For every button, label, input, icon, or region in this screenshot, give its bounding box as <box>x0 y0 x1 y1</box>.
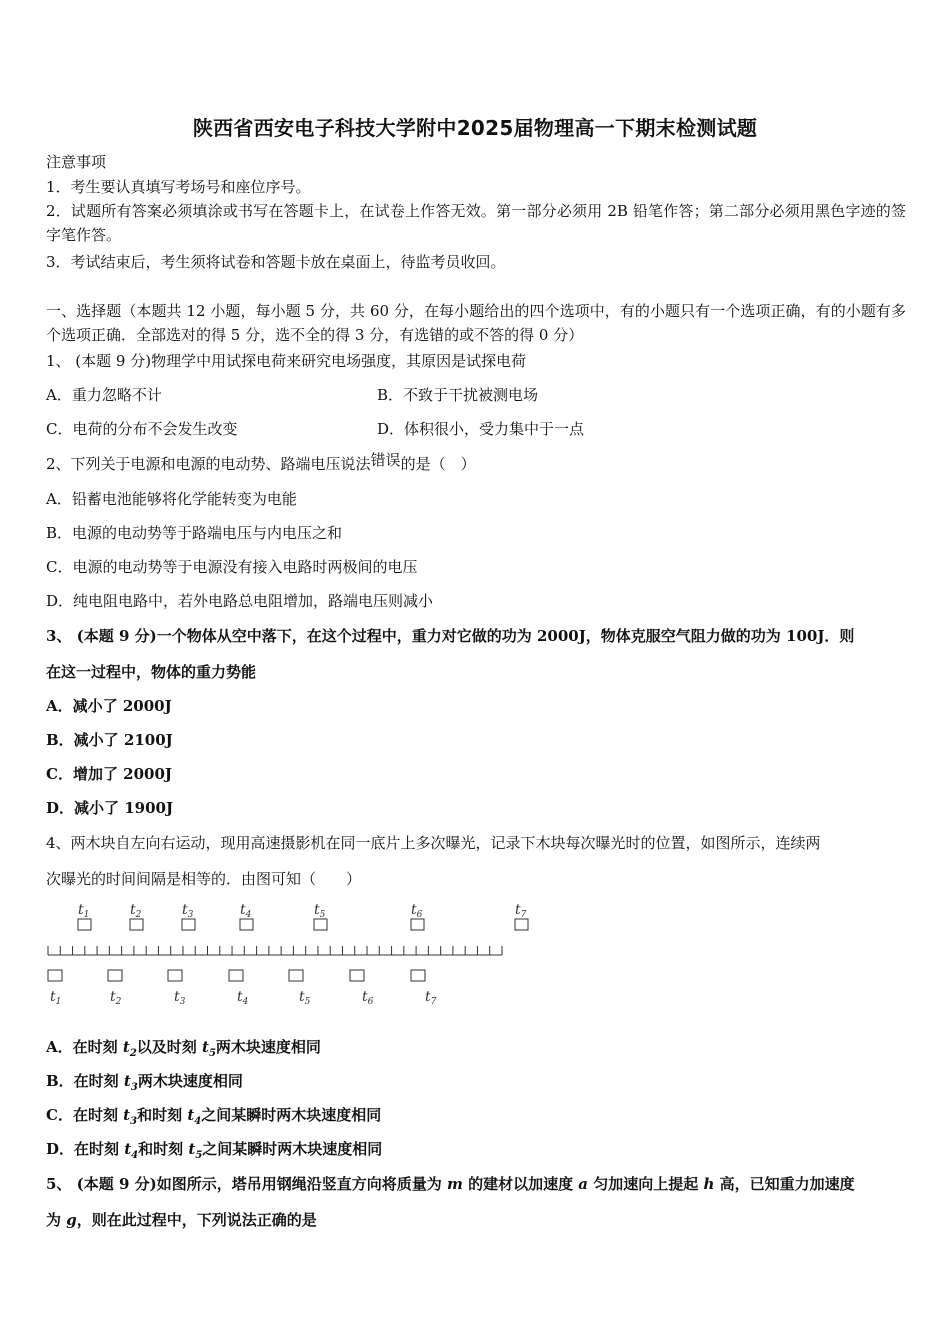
note-item-3: 3．考试结束后，考生须将试卷和答题卡放在桌面上，待监考员收回。 <box>46 253 506 271</box>
bottom-block-t1 <box>48 970 62 981</box>
bottom-label-t3: $t_3$ <box>174 989 186 1007</box>
bottom-label-t4: $t_4$ <box>237 989 249 1007</box>
question-1-option-d: D．体积很小，受力集中于一点 <box>377 420 585 438</box>
top-block-t4 <box>240 919 253 930</box>
bottom-time-labels <box>50 989 437 1007</box>
question-1-stem: 1、 (本题 9 分)物理学中用试探电荷来研究电场强度，其原因是试探电荷 <box>46 352 527 370</box>
question-2-option-b: B．电源的电动势等于路端电压与内电压之和 <box>46 524 343 542</box>
top-block-t3 <box>182 919 195 930</box>
question-3-option-a: A．减小了 2000J <box>46 697 172 715</box>
top-label-t1: $t_1$ <box>78 902 90 920</box>
question-4-stem-line2: 次曝光的时间间隔是相等的．由图可知（ ） <box>46 870 362 888</box>
note-item-1: 1．考生要认真填写考场号和座位序号。 <box>46 178 311 196</box>
question-4-option-d: D．在时刻 $t_4$和时刻 $t_5$之间某瞬时两木块速度相同 <box>46 1140 383 1161</box>
page-title: 陕西省西安电子科技大学附中2025届物理高一下期末检测试题 <box>192 116 758 140</box>
question-2-option-c: C．电源的电动势等于电源没有接入电路时两极间的电压 <box>46 558 418 576</box>
bottom-label-t2: $t_2$ <box>110 989 122 1007</box>
bottom-block-t6 <box>350 970 364 981</box>
top-time-labels <box>78 902 527 920</box>
bottom-block-t2 <box>108 970 122 981</box>
top-label-t3: $t_3$ <box>182 902 194 920</box>
emphasis-word: 错误 <box>370 451 401 469</box>
question-3-stem-line2: 在这一过程中，物体的重力势能 <box>46 663 257 681</box>
bottom-block-t3 <box>168 970 182 981</box>
top-label-t4: $t_4$ <box>240 902 252 920</box>
top-block-t5 <box>314 919 327 930</box>
bottom-block-t4 <box>229 970 243 981</box>
section-heading: 一、选择题（本题共 12 小题，每小题 5 分，共 60 分，在每小题给出的四个选项中，有的小题只有一个选项正确，有的小题有多个选项正确．全部选对的得 5 分，选不全的得 3 分，有选错的或不答的得 0 分） <box>46 302 906 344</box>
question-3-option-d: D．减小了 1900J <box>46 799 174 817</box>
ruler-scale <box>48 946 502 955</box>
question-5-stem-line1: 5、 (本题 9 分)如图所示，塔吊用钢绳沿竖直方向将质量为 m 的建材以加速度 a 匀加速向上提起 h 高，已知重力加速度 <box>46 1175 855 1193</box>
bottom-block-t5 <box>289 970 303 981</box>
question-4-stem-line1: 4、两木块自左向右运动，现用高速摄影机在同一底片上多次曝光，记录下木块每次曝光时的位置，如图所示，连续两 <box>46 834 821 852</box>
bottom-label-t7: $t_7$ <box>425 989 437 1007</box>
question-5-stem-line2: 为 g，则在此过程中，下列说法正确的是 <box>46 1211 317 1229</box>
question-1-option-b: B．不致于干扰被测电场 <box>377 386 539 404</box>
question-1-option-a: A．重力忽略不计 <box>46 386 162 404</box>
bottom-label-t5: $t_5$ <box>299 989 311 1007</box>
top-label-t7: $t_7$ <box>515 902 527 920</box>
notes-heading: 注意事项 <box>46 153 107 171</box>
question-3-option-c: C．增加了 2000J <box>46 765 173 783</box>
question-4-option-b: B．在时刻 $t_3$两木块速度相同 <box>46 1072 243 1093</box>
multi-exposure-diagram <box>44 898 527 1010</box>
top-block-t1 <box>78 919 91 930</box>
bottom-label-t6: $t_6$ <box>362 989 374 1007</box>
top-block-t6 <box>411 919 424 930</box>
question-4-option-c: C．在时刻 $t_3$和时刻 $t_4$之间某瞬时两木块速度相同 <box>46 1106 382 1127</box>
question-1-option-c: C．电荷的分布不会发生改变 <box>46 420 238 438</box>
question-4-option-a: A．在时刻 $t_2$以及时刻 $t_5$两木块速度相同 <box>46 1038 321 1059</box>
question-2-option-a: A．铅蓄电池能够将化学能转变为电能 <box>46 490 297 508</box>
top-label-t5: $t_5$ <box>314 902 326 920</box>
note-item-2: 2．试题所有答案必须填涂或书写在答题卡上，在试卷上作答无效。第一部分必须用 2B 铅笔作答；第二部分必须用黑色字迹的签字笔作答。 <box>46 202 906 244</box>
top-label-t6: $t_6$ <box>411 902 423 920</box>
bottom-label-t1: $t_1$ <box>50 989 62 1007</box>
top-label-t2: $t_2$ <box>130 902 142 920</box>
bottom-block-positions <box>48 970 425 981</box>
top-block-t7 <box>515 919 528 930</box>
question-2-stem: 2、下列关于电源和电源的电动势、路端电压说法错误的是（ ） <box>46 451 476 473</box>
question-2-option-d: D．纯电阻电路中，若外电路总电阻增加，路端电压则减小 <box>46 592 434 610</box>
top-block-positions <box>78 919 528 930</box>
question-3-option-b: B．减小了 2100J <box>46 731 173 749</box>
top-block-t2 <box>130 919 143 930</box>
bottom-block-t7 <box>411 970 425 981</box>
question-3-stem-line1: 3、 (本题 9 分)一个物体从空中落下，在这个过程中，重力对它做的功为 2000J，物体克服空气阻力做的功为 100J．则 <box>46 627 855 645</box>
